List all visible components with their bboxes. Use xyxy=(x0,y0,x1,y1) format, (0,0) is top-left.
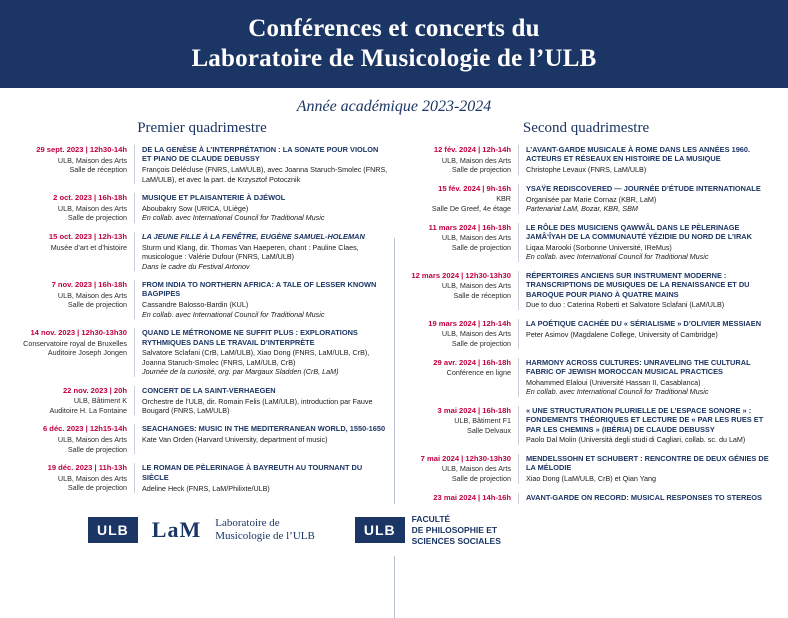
event-room: Salle de projection xyxy=(67,483,127,493)
event-title: FROM INDIA TO NORTHERN AFRICA: A TALE OF LESSER KNOWN BAGPIPES xyxy=(142,280,377,299)
column-first-semester xyxy=(10,120,394,531)
event-entry xyxy=(400,406,772,445)
column-heading-first: Premier quadrimestre xyxy=(137,120,267,136)
event-body xyxy=(518,319,772,349)
event-place: ULB, Maison des Arts xyxy=(441,329,511,339)
event-place: ULB, Bâtiment F1 xyxy=(454,416,511,426)
event-people: Sturm und Klang, dir. Thomas Van Haeperen, chant : Pauline Claes, musicologue : Valérie Dufour (FNRS, LaM/ULB) xyxy=(142,242,359,262)
event-title: MUSIQUE ET PLAISANTERIE À DJÉWOL xyxy=(142,193,286,203)
event-entry xyxy=(16,463,388,493)
event-date: 12 fév. 2024 | 12h-14h xyxy=(433,145,511,154)
event-people: Peter Asimov (Magdalene College, University of Cambridge) xyxy=(526,329,718,339)
lam-label-line-2: Musicologie de l’ULB xyxy=(215,530,315,542)
event-note: En collab. avec International Council for Traditional Music xyxy=(142,309,325,319)
event-title: QUAND LE MÉTRONOME NE SUFFIT PLUS : EXPLORATIONS RYTHMIQUES DANS LE TRAVAIL D’INTERPRÈTE xyxy=(142,328,358,347)
event-title: CONCERT DE LA SAINT-VERHAEGEN xyxy=(142,385,276,395)
event-date: 7 nov. 2023 | 16h-18h xyxy=(51,280,127,290)
event-room: Salle de projection xyxy=(67,444,127,454)
event-people: Orchestre de l’ULB, dir. Romain Felis (LaM/ULB), introduction par Fauve Bougard (FNRS, LaM/ULB) xyxy=(142,396,373,415)
event-body xyxy=(134,328,388,377)
event-note: En collab. avec International Council for Traditional Music xyxy=(526,387,709,397)
event-body xyxy=(518,271,772,310)
academic-year-subtitle: Année académique 2023-2024 xyxy=(296,98,492,115)
event-body xyxy=(134,463,388,493)
event-title: LE ROMAN DE PÈLERINAGE À BAYREUTH AU TOURNANT DU SIÈCLE xyxy=(142,463,363,482)
event-date: 7 mai 2024 | 12h30-13h30 xyxy=(420,453,511,463)
event-meta xyxy=(400,145,518,175)
event-meta xyxy=(16,232,134,271)
column-second-semester xyxy=(394,120,778,531)
event-place: ULB, Maison des Arts xyxy=(57,435,127,445)
event-body xyxy=(134,145,388,184)
event-body xyxy=(518,406,772,445)
event-room: Salle de projection xyxy=(451,242,511,252)
event-people: Aboubakry Sow (URICA, ULiège) xyxy=(142,204,249,214)
event-date: 15 fév. 2024 | 9h-16h xyxy=(438,183,511,193)
event-meta xyxy=(400,271,518,310)
event-body xyxy=(134,424,388,454)
event-note: En collab. avec International Council for Traditional Music xyxy=(142,213,325,223)
event-date: 15 oct. 2023 | 12h-13h xyxy=(48,231,127,241)
event-entry xyxy=(16,328,388,377)
event-place: ULB, Maison des Arts xyxy=(57,290,127,300)
event-people: Due to duo : Caterina Roberti et Salvatore Sclafani (LaM/ULB) xyxy=(526,300,725,310)
header-title-line-1: Conférences et concerts du xyxy=(248,15,540,42)
event-place: ULB, Maison des Arts xyxy=(441,281,511,291)
event-room: Salle de projection xyxy=(451,339,511,348)
event-note: En collab. avec International Council for Traditional Music xyxy=(526,252,709,262)
event-title: SEACHANGES: MUSIC IN THE MEDITERRANEAN WORLD, 1550-1650 xyxy=(142,424,386,434)
event-title: LE RÔLE DES MUSICIENS QAWWÂL DANS LE PÈLERINAGE JAMÂ‘ÎYAH DE LA COMMUNAUTÉ YÉZIDIE DU NORD DE L’IRAK xyxy=(526,222,752,241)
event-meta xyxy=(400,184,518,214)
event-room: Salle De Greef, 4e étage xyxy=(431,203,511,213)
event-meta xyxy=(16,280,134,319)
event-date: 22 nov. 2023 | 20h xyxy=(62,385,127,395)
event-room: Salle de projection xyxy=(451,474,511,484)
lam-label xyxy=(215,517,315,543)
event-meta xyxy=(400,358,518,397)
event-place: ULB, Maison des Arts xyxy=(57,473,127,483)
event-room: Salle de réception xyxy=(453,290,511,300)
event-people: Organisée par Marie Cornaz (KBR, LaM) xyxy=(526,194,657,204)
footer-logos xyxy=(0,504,788,556)
event-meta xyxy=(400,223,518,262)
event-title: LA POÉTIQUE CACHÉE DU « SÉRIALISME » D’OLIVIER MESSIAEN xyxy=(526,318,762,328)
event-people: Adeline Heck (FNRS, LaM/Philixte/ULB) xyxy=(142,483,270,493)
page-header xyxy=(0,0,788,88)
event-entry xyxy=(16,145,388,184)
event-place: KBR xyxy=(496,194,511,204)
faculty-label-line-1: FACULTÉ xyxy=(411,513,451,524)
event-body xyxy=(134,386,388,416)
event-note: Partenariat LaM, Bozar, KBR, SBM xyxy=(526,204,638,214)
event-date: 12 mars 2024 | 12h30-13h30 xyxy=(411,270,511,280)
event-date: 19 mars 2024 | 12h-14h xyxy=(428,318,511,328)
event-people: Xiao Dong (LaM/ULB, CrB) et Qian Yang xyxy=(526,474,656,484)
event-meta xyxy=(400,406,518,445)
event-place: Conservatoire royal de Bruxelles xyxy=(23,338,127,348)
event-room: Salle de réception xyxy=(69,165,127,175)
event-body xyxy=(518,223,772,262)
event-title: LA JEUNE FILLE À LA FENÊTRE, EUGÈNE SAMUEL-HOLEMAN xyxy=(142,231,365,241)
event-body xyxy=(134,280,388,319)
event-room: Salle de projection xyxy=(451,165,511,175)
event-meta xyxy=(16,463,134,493)
event-place: ULB, Maison des Arts xyxy=(441,233,511,243)
event-room: Auditoire H. La Fontaine xyxy=(49,405,127,415)
event-date: 29 sept. 2023 | 12h30-14h xyxy=(36,145,127,154)
column-divider xyxy=(394,238,395,618)
event-room: Salle de projection xyxy=(67,213,127,223)
faculty-ulb-logo: ULB xyxy=(355,517,405,543)
event-people: François Delécluse (FNRS, LaM/ULB), avec Joanna Staruch-Smolec (FNRS, LaM/ULB), et avec la part. de Krzysztof Potocznik xyxy=(142,165,388,184)
event-date: 11 mars 2024 | 16h-18h xyxy=(428,222,511,232)
event-note: Journée de la curiosité, org. par Margaux Sladden (CrB, LaM) xyxy=(142,367,339,377)
event-entry xyxy=(400,223,772,262)
event-entry xyxy=(16,424,388,454)
event-meta xyxy=(16,145,134,184)
column-heading-second: Second quadrimestre xyxy=(522,120,650,136)
event-title: L’AVANT-GARDE MUSICALE À ROME DANS LES ANNÉES 1960. ACTEURS ET RÉSEAUX EN HISTOIRE DE LA MUSIQUE xyxy=(526,145,751,164)
lam-label-line-1: Laboratoire de xyxy=(215,517,280,529)
event-entry xyxy=(16,280,388,319)
program-columns xyxy=(0,120,788,531)
event-body xyxy=(518,145,772,175)
lam-logo: LaM xyxy=(151,517,202,542)
event-place: Musée d’art et d’histoire xyxy=(50,242,127,252)
event-people: Kate Van Orden (Harvard University, department of music) xyxy=(142,435,328,445)
event-entry xyxy=(400,184,772,214)
event-entry xyxy=(400,271,772,310)
event-entry xyxy=(400,454,772,484)
event-title: HARMONY ACROSS CULTURES: UNRAVELING THE CULTURAL FABRIC OF JEWISH MOROCCAN MUSICAL PRACTICES xyxy=(526,357,751,376)
event-people: Paolo Dal Molin (Università degli studi di Cagliari, collab. sc. du LaM) xyxy=(526,435,746,445)
event-room: Salle de projection xyxy=(67,300,127,310)
event-title: AVANT-GARDE ON RECORD: MUSICAL RESPONSES TO STEREOS xyxy=(526,492,762,502)
event-title: YSAŸE REDISCOVERED — JOURNÉE D’ÉTUDE INTERNATIONALE xyxy=(526,183,761,193)
event-people: Cassandre Balosso-Bardin (KUL) xyxy=(142,300,249,310)
event-room: Salle Delvaux xyxy=(467,425,511,435)
event-body xyxy=(134,232,388,271)
faculty-block xyxy=(355,514,501,547)
event-title: RÉPERTOIRES ANCIENS SUR INSTRUMENT MODERNE : TRANSCRIPTIONS DE MUSIQUES DE LA RENAISSANCE ET DU BAROQUE POUR PIANO À QUATRE MAINS xyxy=(526,270,750,299)
event-title: DE LA GENÈSE À L’INTERPRÉTATION : LA SONATE POUR VIOLON ET PIANO DE CLAUDE DEBUSSY xyxy=(142,145,379,164)
event-place: ULB, Bâtiment K xyxy=(73,396,127,406)
event-meta xyxy=(16,328,134,377)
event-meta xyxy=(16,386,134,416)
event-date: 29 avr. 2024 | 16h-18h xyxy=(433,357,511,367)
header-title-line-2: Laboratoire de Musicologie de l’ULB xyxy=(191,45,597,72)
ulb-logo: ULB xyxy=(88,517,138,543)
event-entry xyxy=(16,386,388,416)
event-people: Liqaa Marooki (Sorbonne Université, IReMus) xyxy=(526,242,672,252)
event-entry xyxy=(400,358,772,397)
event-place: ULB, Maison des Arts xyxy=(57,203,127,213)
event-place: ULB, Maison des Arts xyxy=(57,155,127,165)
event-body xyxy=(518,454,772,484)
event-title: « UNE STRUCTURATION PLURIELLE DE L’ESPACE SONORE » : FONDEMENTS THÉORIQUES ET LECTURE DE « PAR LES RUES ET PAR LES CHEMINS » (IBÉRIA) DE CLAUDE DEBUSSY xyxy=(526,405,764,434)
event-date: 14 nov. 2023 | 12h30-13h30 xyxy=(30,328,127,338)
faculty-label-line-2: DE PHILOSOPHIE ET xyxy=(411,524,498,535)
event-body xyxy=(518,358,772,397)
event-entry xyxy=(400,145,772,175)
faculty-label xyxy=(412,514,501,547)
faculty-label-line-3: SCIENCES SOCIALES xyxy=(411,535,501,546)
event-entry xyxy=(16,232,388,271)
event-entry xyxy=(16,193,388,223)
event-date: 6 déc. 2023 | 12h15-14h xyxy=(42,424,127,434)
event-body xyxy=(518,184,772,214)
event-date: 23 mai 2024 | 14h-16h xyxy=(433,492,511,502)
event-title: MENDELSSOHN ET SCHUBERT : RENCONTRE DE DEUX GÉNIES DE LA MÉLODIE xyxy=(526,453,769,473)
event-date: 3 mai 2024 | 16h-18h xyxy=(437,405,511,415)
event-date: 2 oct. 2023 | 16h-18h xyxy=(53,193,127,203)
event-place: ULB, Maison des Arts xyxy=(441,155,511,165)
event-meta xyxy=(400,454,518,484)
event-place: ULB, Maison des Arts xyxy=(441,464,511,474)
event-body xyxy=(134,193,388,223)
event-people: Salvatore Sclafani (CrB, LaM/ULB), Xiao Dong (FNRS, LaM/ULB, CrB), Joanna Staruch-Smolec (FNRS, LaM/ULB, CrB) xyxy=(142,348,370,367)
event-place: Conférence en ligne xyxy=(446,368,511,378)
event-date: 19 déc. 2023 | 11h-13h xyxy=(47,463,127,473)
event-meta xyxy=(16,193,134,223)
event-people: Christophe Levaux (FNRS, LaM/ULB) xyxy=(526,165,647,175)
event-meta xyxy=(400,319,518,349)
event-meta xyxy=(16,424,134,454)
event-note: Dans le cadre du Festival Artonov xyxy=(142,261,250,271)
event-room: Auditoire Joseph Jongen xyxy=(47,348,127,358)
event-people: Mohammed Elaloui (Université Hassan II, Casablanca) xyxy=(526,377,701,387)
event-entry xyxy=(400,319,772,349)
